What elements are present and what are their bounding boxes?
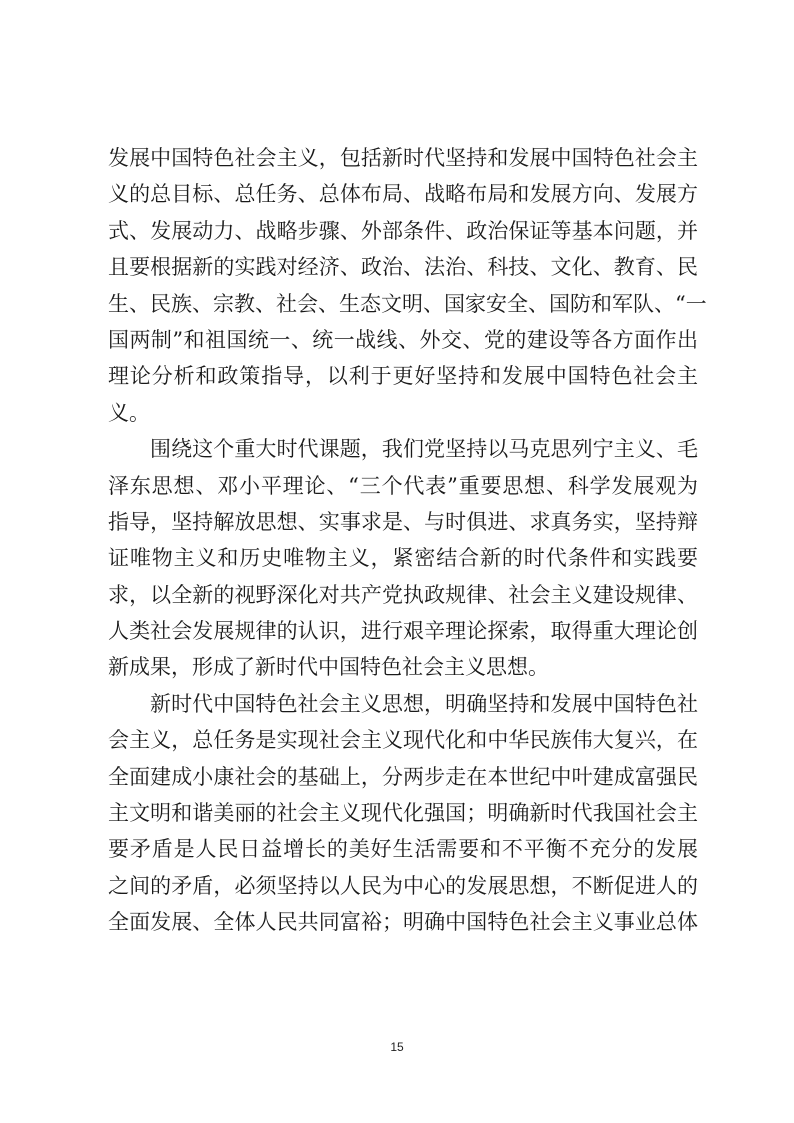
text-line: 人类社会发展规律的认识，进行艰辛理论探索，取得重大理论创 xyxy=(108,619,698,644)
text-line: 主文明和谐美丽的社会主义现代化强国；明确新时代我国社会主 xyxy=(108,801,698,826)
text-line: 围绕这个重大时代课题，我们党坚持以马克思列宁主义、毛 xyxy=(150,437,698,462)
text-line: 会主义，总任务是实现社会主义现代化和中华民族伟大复兴，在 xyxy=(108,728,698,753)
text-line: 发展中国特色社会主义，包括新时代坚持和发展中国特色社会主 xyxy=(108,146,698,170)
paragraph-3 xyxy=(108,686,698,941)
text-line: 证唯物主义和历史唯物主义，紧密结合新的时代条件和实践要 xyxy=(108,546,698,571)
text-line: 求，以全新的视野深化对共产党执政规律、社会主义建设规律、 xyxy=(108,582,698,607)
text-line: 全面发展、全体人民共同富裕；明确中国特色社会主义事业总体 xyxy=(108,910,698,935)
body-text xyxy=(108,140,707,941)
text-line: 之间的矛盾，必须坚持以人民为中心的发展思想，不断促进人的 xyxy=(108,873,698,898)
text-line: 泽东思想、邓小平理论、“三个代表”重要思想、科学发展观为 xyxy=(108,473,698,498)
text-line: 要矛盾是人民日益增长的美好生活需要和不平衡不充分的发展 xyxy=(108,837,698,862)
text-line: 义的总目标、总任务、总体布局、战略布局和发展方向、发展方 xyxy=(108,182,698,207)
text-line: 理论分析和政策指导，以利于更好坚持和发展中国特色社会主 xyxy=(108,364,698,389)
text-line: 全面建成小康社会的基础上，分两步走在本世纪中叶建成富强民 xyxy=(108,764,698,789)
paragraph-1 xyxy=(108,140,707,431)
text-line: 式、发展动力、战略步骤、外部条件、政治保证等基本问题，并 xyxy=(108,218,698,243)
text-line: 义。 xyxy=(108,400,150,425)
text-line: 生、民族、宗教、社会、生态文明、国家安全、国防和军队、“一 xyxy=(108,291,707,316)
text-line: 且要根据新的实践对经济、政治、法治、科技、文化、教育、民 xyxy=(108,255,698,280)
page-number: 15 xyxy=(390,1040,404,1054)
text-line: 指导，坚持解放思想、实事求是、与时俱进、求真务实，坚持辩 xyxy=(108,509,698,534)
text-line: 新成果，形成了新时代中国特色社会主义思想。 xyxy=(108,655,549,680)
text-line: 新时代中国特色社会主义思想，明确坚持和发展中国特色社 xyxy=(150,691,698,716)
text-line: 国两制”和祖国统一、统一战线、外交、党的建设等各方面作出 xyxy=(108,327,698,352)
paragraph-2 xyxy=(108,431,698,686)
